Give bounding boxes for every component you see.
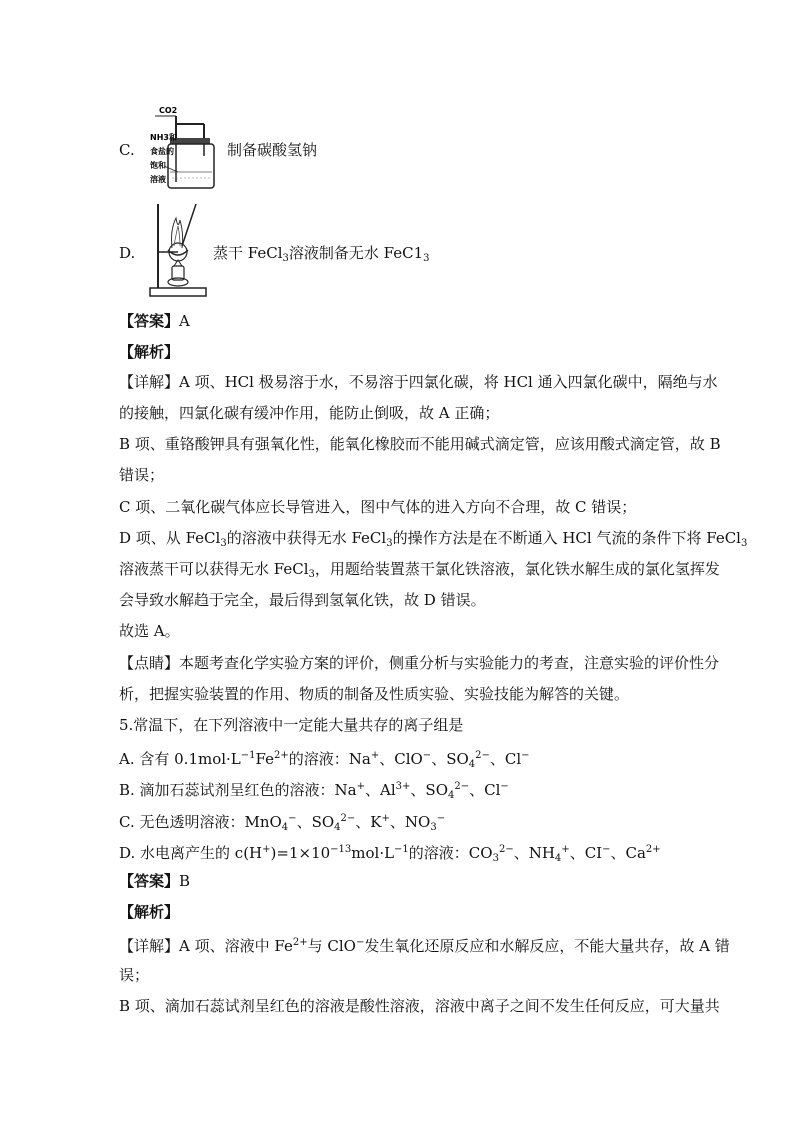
- comment-line-1: 【点睛】本题考查化学实验方案的评价，侧重分析与实验能力的考查，注意实验的评价性分: [119, 654, 720, 672]
- figure-label-salt: 食盐的: [150, 147, 174, 156]
- detail-1-line-6: D 项、从 FeCl$_3$的溶液中获得无水 FeCl$_3$的操作方法是在不断通入 HCl 气流的条件下将 FeCl$_3$: [119, 529, 748, 549]
- detail-2-line-2: 误；: [119, 966, 150, 984]
- detail-1-line-1: 【详解】A 项、HCl 极易溶于水，不易溶于四氯化碳，将 HCl 通入四氯化碳中，隔绝与水: [119, 373, 718, 391]
- detail-1-line-3: B 项、重铬酸钾具有强氧化性，能氧化橡胶而不能用碱式滴定管，应该用酸式滴定管，故 B: [119, 435, 721, 453]
- evaporation-apparatus-figure: [148, 200, 210, 298]
- question-5-option-b: B. 滴加石蕊试剂呈红色的溶液：Na+、$Al^{3+}$、$SO_4^{2-}$、Cl−: [119, 781, 509, 801]
- option-d-letter: D.: [119, 244, 136, 262]
- answer-line-1: 【答案】A: [119, 312, 190, 330]
- figure-label-co2: CO2: [159, 106, 178, 115]
- question-5-option-c: C. 无色透明溶液：MnO$_4$−、$SO_4^{2-}$、K+、$NO_3^-$: [119, 813, 446, 833]
- detail-1-line-8: 会导致水解趋于完全，最后得到氢氧化铁，故 D 错误。: [119, 591, 486, 609]
- detail-2-line-3: B 项、滴加石蕊试剂呈红色的溶液是酸性溶液，溶液中离子之间不发生任何反应，可大量共: [119, 997, 720, 1015]
- detail-1-line-5: C 项、二氧化碳气体应长导管进入，图中气体的进入方向不合理，故 C 错误；: [119, 498, 637, 516]
- question-5-option-d: D. 水电离产生的 $c(H^+)=1\times 10^{-13}mol\cdot L^{-1}$的溶液：$CO_3^{2-}$、$NH_4^+$、CI−、$Ca^{2+}$: [119, 844, 661, 864]
- option-c-caption: 制备碳酸氢钠: [227, 141, 318, 159]
- answer-line-2: 【答案】B: [119, 872, 191, 890]
- figure-label-saturated: 饱和: [150, 161, 166, 170]
- detail-1-line-2: 的接触，四氯化碳有缓冲作用，能防止倒吸，故 A 正确；: [119, 404, 500, 422]
- question-5-stem: 5.常温下，在下列溶液中一定能大量共存的离子组是: [119, 716, 464, 734]
- comment-line-2: 析，把握实验装置的作用、物质的制备及性质实验、实验技能为解答的关键。: [119, 685, 630, 703]
- analysis-heading-1: 【解析】: [119, 343, 180, 361]
- figure-label-nh3: NH3和: [150, 133, 177, 142]
- question-5-option-a: A. 含有 $0.1mol\cdot L^{-1}Fe^{2+}$的溶液：Na+、ClO−、$SO_4^{2-}$、Cl−: [119, 750, 530, 770]
- detail-1-line-7: 溶液蒸干可以获得无水 FeCl$_3$，用题给装置蒸干氯化铁溶液，氯化铁水解生成的氯化氢挥发: [119, 560, 720, 580]
- choose-line-1: 故选 A。: [119, 622, 180, 640]
- gas-bottle-figure: [148, 104, 224, 192]
- option-d-caption: 蒸干 FeCl$_3$溶液制备无水 $FeC1_3$: [213, 244, 430, 264]
- option-c-letter: C.: [119, 141, 135, 159]
- detail-1-line-4: 错误；: [119, 466, 165, 484]
- detail-2-line-1: 【详解】A 项、溶液中 $Fe^{2+}$与 ClO−发生氧化还原反应和水解反应，不能大量共存，故 A 错: [119, 937, 730, 955]
- figure-label-solution: 溶液: [150, 175, 166, 184]
- analysis-heading-2: 【解析】: [119, 903, 180, 921]
